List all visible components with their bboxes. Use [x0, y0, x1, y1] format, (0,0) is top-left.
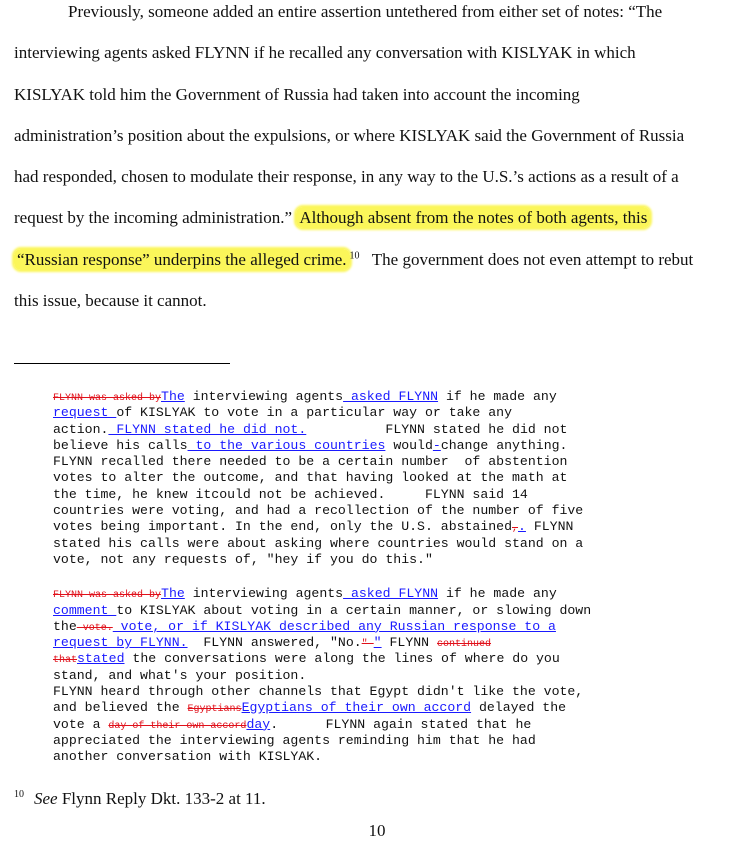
deleted-text: Egyptians	[187, 704, 242, 716]
inserted-text: request	[53, 405, 117, 421]
highlighted-text: “Russian response” underpins the alleged crime.	[14, 249, 350, 270]
highlighted-text: Although absent from the notes of both agents, this	[296, 207, 650, 228]
exhibit-line	[53, 586, 633, 602]
exhibit-text: and believed the	[53, 700, 188, 716]
exhibit-text: . FLYNN again stated that he	[270, 716, 532, 732]
inserted-text: The	[161, 389, 185, 404]
exhibit-text: would	[385, 437, 433, 453]
body-line-2: interviewing agents asked FLYNN if he recalled any conversation with KISLYAK in which	[14, 43, 636, 63]
exhibit-text: FLYNN	[525, 519, 574, 535]
exhibit-text: the conversations were along the lines of where do you	[124, 651, 560, 667]
exhibit-line	[53, 651, 633, 667]
paragraph-gap	[53, 568, 633, 586]
inserted-text: day	[246, 716, 271, 732]
exhibit-text: to KISLYAK about voting in a certain manner, or slowing down	[116, 602, 592, 618]
deleted-text: day of their own accord	[108, 720, 247, 732]
exhibit-text: action.	[53, 421, 109, 437]
body-line-8: this issue, because it cannot.	[14, 291, 207, 311]
exhibit-text: delayed the	[471, 700, 567, 716]
body-line-3: KISLYAK told him the Government of Russia had taken into account the incoming	[14, 84, 580, 104]
exhibit-text: if he made any	[438, 389, 557, 404]
exhibit-line	[53, 717, 633, 733]
exhibit-line	[53, 619, 633, 635]
inserted-text: .	[518, 519, 526, 535]
exhibit-line: appreciated the interviewing agents reminding him that he had	[53, 732, 536, 748]
inserted-text: FLYNN stated he did not.	[108, 421, 307, 437]
body-line-4: administration’s position about the expulsions, or where KISLYAK said the Government of Russia	[14, 125, 685, 145]
inserted-text: asked FLYNN	[343, 586, 439, 602]
inserted-text: to the various countries	[187, 437, 386, 453]
inserted-text: The	[161, 586, 185, 602]
body-line-7	[14, 250, 720, 291]
exhibit-line: countries were voting, and had a recollection of the number of five	[53, 503, 584, 519]
inserted-text: vote, or if KISLYAK described any Russian response to a	[112, 618, 556, 634]
deleted-text: continued	[437, 639, 492, 651]
exhibit-text: FLYNN stated he did not	[306, 421, 568, 437]
deleted-text: FLYNN was asked by	[53, 590, 162, 602]
footnote-text: Flynn Reply Dkt. 133-2 at 11.	[57, 789, 266, 808]
body-line-1: Previously, someone added an entire assertion untethered from either set of notes: “The	[68, 2, 663, 21]
page-number: 10	[368, 821, 386, 840]
exhibit-line	[53, 438, 633, 454]
exhibit-line	[53, 519, 633, 535]
body-line-6	[14, 208, 720, 249]
exhibit-line	[53, 700, 633, 716]
exhibit-line: FLYNN recalled there needed to be a certain number of abstention	[53, 454, 568, 470]
exhibit-text: of KISLYAK to vote in a particular way or take any	[116, 405, 513, 421]
deleted-text: that	[53, 655, 78, 667]
exhibit-line	[53, 389, 633, 405]
exhibit-text: change anything.	[440, 437, 568, 453]
body-line-7-text: The government does not even attempt to rebut	[371, 249, 694, 269]
exhibit-line: the time, he knew itcould not be achieved. FLYNN said 14	[53, 486, 528, 502]
exhibit-line: vote, not any requests of, "hey if you do this."	[53, 551, 433, 567]
deleted-text: "	[361, 639, 374, 651]
exhibit-text: if he made any	[438, 586, 557, 602]
body-paragraph	[14, 2, 720, 332]
exhibit-line	[53, 405, 633, 421]
deleted-text: vote.	[76, 622, 113, 634]
exhibit-text: the	[53, 618, 77, 634]
exhibit-text: FLYNN	[381, 635, 437, 651]
body-line-6-text: request by the incoming administration.”	[14, 208, 293, 228]
exhibit-text: interviewing agents	[184, 586, 344, 602]
deleted-text: FLYNN was asked by	[53, 393, 162, 404]
exhibit-line	[53, 422, 633, 438]
exhibit-line	[53, 635, 633, 651]
footnote-signal: See	[34, 789, 58, 808]
exhibit-line: another conversation with KISLYAK.	[53, 749, 323, 765]
exhibit-line: stand, and what's your position.	[53, 667, 307, 683]
footnote-marker: 10	[14, 789, 24, 801]
footnote	[14, 789, 266, 809]
body-line-5: had responded, chosen to modulate their response, in any way to the U.S.’s actions as a result of a	[14, 167, 679, 187]
inserted-text: request by FLYNN.	[53, 635, 188, 651]
exhibit-text: vote a	[53, 716, 109, 732]
footnote-separator	[14, 363, 230, 364]
deleted-text: ,	[512, 523, 519, 535]
inserted-text: Egyptians of their own accord	[241, 700, 472, 716]
redline-exhibit	[53, 389, 633, 766]
inserted-text: -	[432, 437, 441, 453]
inserted-text: "	[373, 635, 382, 651]
exhibit-text: votes being important. In the end, only the U.S. abstained	[53, 519, 512, 535]
exhibit-line: stated his calls were about asking where countries would stand on a	[53, 535, 584, 551]
exhibit-text: interviewing agents	[184, 389, 344, 404]
exhibit-line: FLYNN heard through other channels that Egypt didn't like the vote,	[53, 684, 584, 700]
exhibit-line: votes to alter the outcome, and that having looked at the math at	[53, 470, 568, 486]
exhibit-text: believe his calls	[53, 437, 188, 453]
exhibit-line	[53, 603, 633, 619]
footnote-reference[interactable]: 10	[349, 250, 360, 262]
exhibit-text: FLYNN answered, "No.	[187, 635, 362, 651]
inserted-text: asked FLYNN	[343, 389, 439, 404]
inserted-text: stated	[77, 651, 125, 667]
inserted-text: comment	[53, 602, 117, 618]
